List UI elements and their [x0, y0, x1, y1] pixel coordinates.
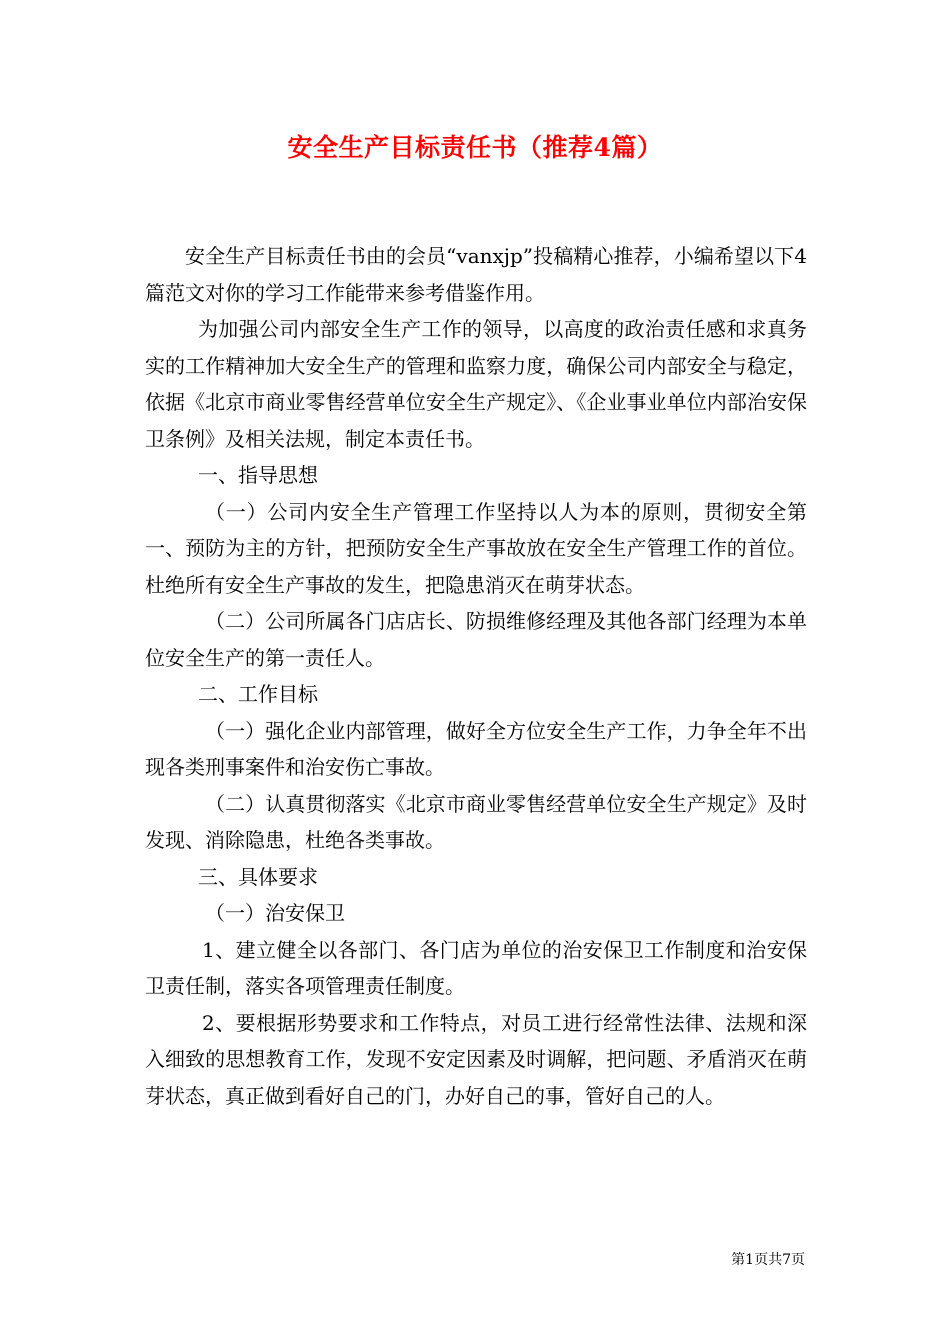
paragraph-purpose: 为加强公司内部安全生产工作的领导，以高度的政治责任感和求真务实的工作精神加大安全生产的管理和监察力度，确保公司内部安全与稳定，依据《北京市商业零售经营单位安全生产规定》、《企业事业单位内部治安保卫条例》及相关法规，制定本责任书。 — [145, 317, 807, 451]
paragraph-intro: 安全生产目标责任书由的会员“vanxjp”投稿精心推荐，小编希望以下4篇范文对你的学习工作能带来参考借鉴作用。 — [145, 244, 807, 305]
section-heading-work-goals: 二、工作目标 — [198, 682, 318, 706]
section-heading-guiding-ideology: 一、指导思想 — [198, 463, 318, 487]
paragraph-requirement-1: 1、建立健全以各部门、各门店为单位的治安保卫工作制度和治安保卫责任制，落实各项管理责任制度。 — [145, 937, 807, 998]
paragraph-goal-1: （一）强化企业内部管理，做好全方位安全生产工作，力争全年不出现各类刑事案件和治安伤亡事故。 — [145, 718, 807, 779]
document-body — [145, 238, 807, 1114]
paragraph-requirement-2: 2、要根据形势要求和工作特点，对员工进行经常性法律、法规和深入细致的思想教育工作，发现不安定因素及时调解，把问题、矛盾消灭在萌芽状态，真正做到看好自己的门，办好自己的事，管好自己的人。 — [145, 1010, 807, 1108]
paragraph-goal-2: （二）认真贯彻落实《北京市商业零售经营单位安全生产规定》及时发现、消除隐患，杜绝各类事故。 — [145, 791, 807, 852]
paragraph-guiding-1: （一）公司内安全生产管理工作坚持以人为本的原则，贯彻安全第一、预防为主的方针，把预防安全生产事故放在安全生产管理工作的首位。杜绝所有安全生产事故的发生，把隐患消灭在萌芽状态。 — [145, 499, 807, 597]
subsection-heading-security: （一）治安保卫 — [205, 901, 345, 925]
document-title: 安全生产目标责任书（推荐4篇） — [287, 133, 663, 162]
page-number: 第1页共7页 — [731, 1252, 805, 1268]
paragraph-guiding-2: （二）公司所属各门店店长、防损维修经理及其他各部门经理为本单位安全生产的第一责任人。 — [145, 609, 807, 670]
section-heading-requirements: 三、具体要求 — [198, 864, 318, 889]
